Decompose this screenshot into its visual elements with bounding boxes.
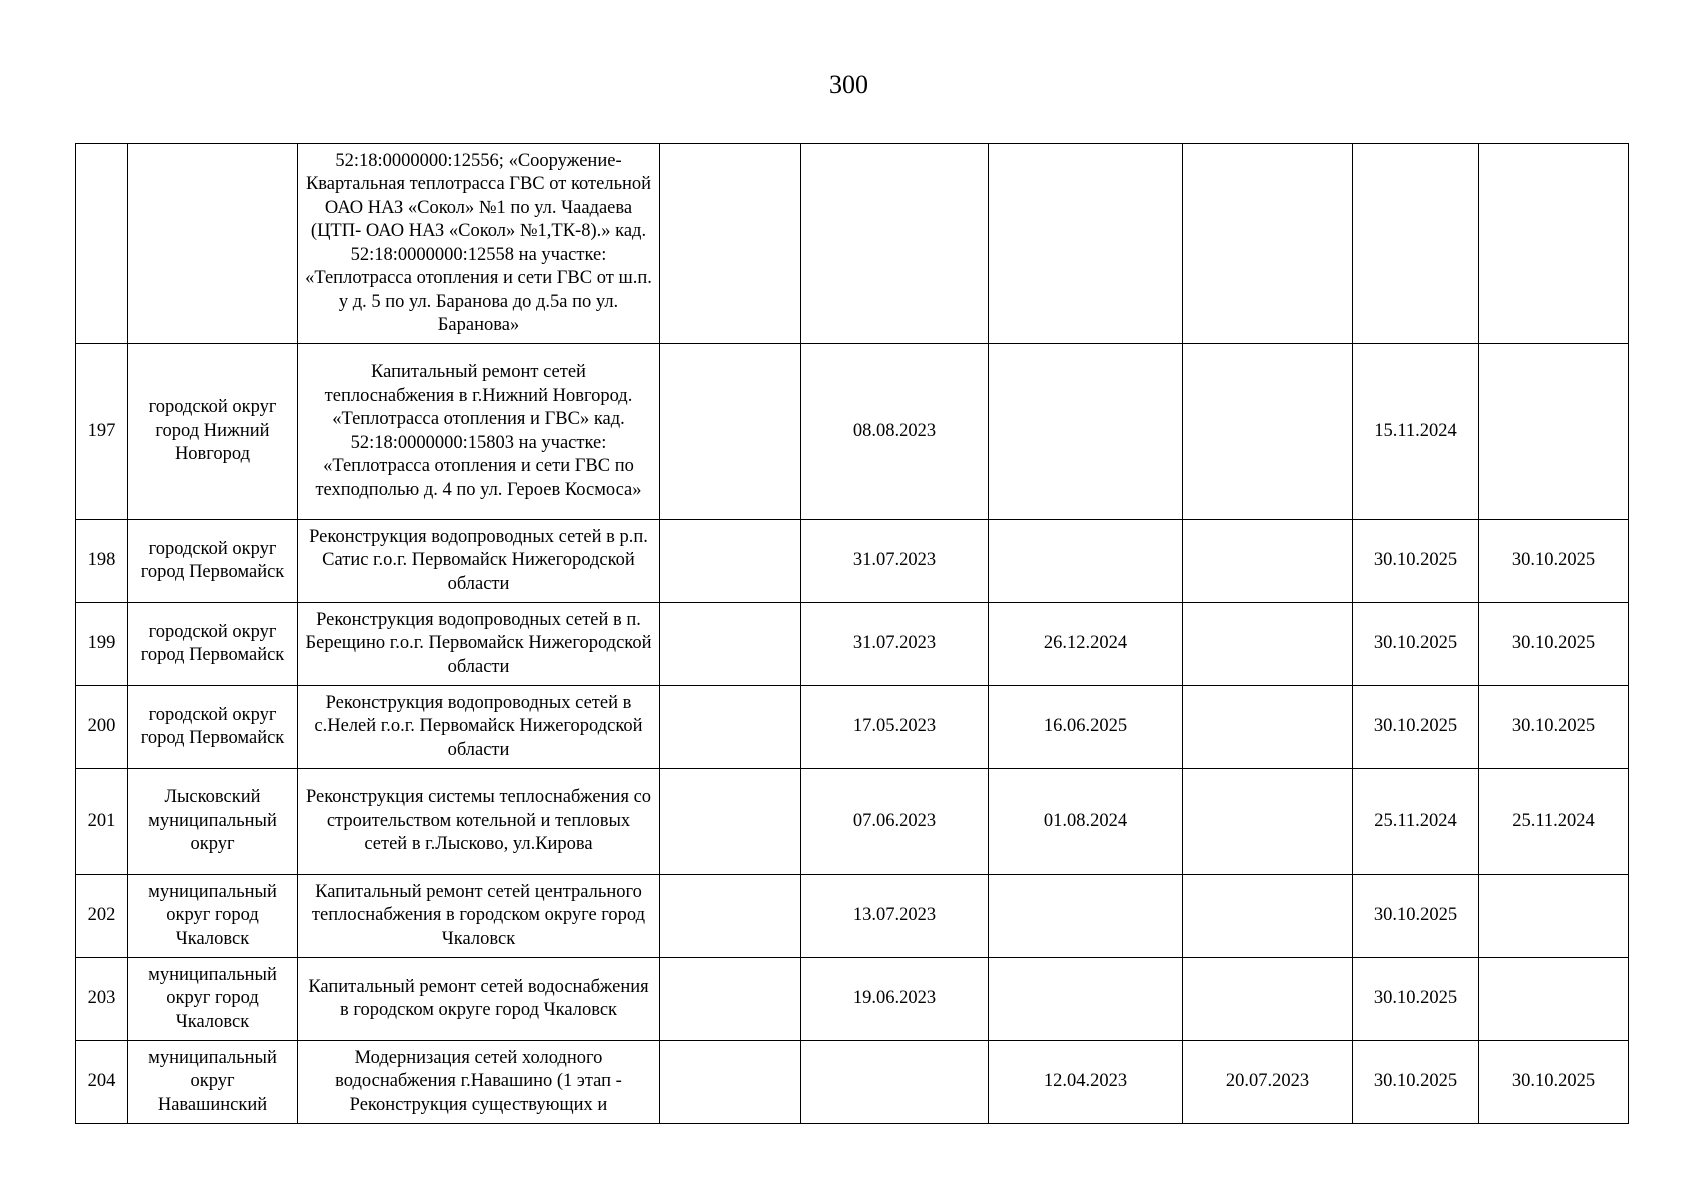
date-cell: 30.10.2025 <box>1479 686 1629 769</box>
description-cell: 52:18:0000000:12556; «Сооружение-Квартальная теплотрасса ГВС от котельной ОАО НАЗ «Сокол» №1 по ул. Чаадаева (ЦТП- ОАО НАЗ «Сокол» №1,ТК-8).» кад. 52:18:0000000:12558 на участке: «Теплотрасса отопления и сети ГВС от ш.п. у д. 5 по ул. Баранова до д.5а по ул. Баранова» <box>298 144 660 344</box>
date-cell <box>1183 603 1353 686</box>
page-number: 300 <box>829 70 868 99</box>
date-cell <box>1183 520 1353 603</box>
date-cell: 30.10.2025 <box>1479 1041 1629 1124</box>
row-number: 204 <box>76 1041 128 1124</box>
district-cell: городской округ город Первомайск <box>128 520 298 603</box>
date-cell <box>1479 344 1629 520</box>
date-cell: 19.06.2023 <box>801 958 989 1041</box>
description-cell: Реконструкция водопроводных сетей в с.Нелей г.о.г. Первомайск Нижегородской области <box>298 686 660 769</box>
date-cell <box>801 1041 989 1124</box>
date-cell <box>1479 875 1629 958</box>
date-cell: 20.07.2023 <box>1183 1041 1353 1124</box>
district-cell: муниципальный округ Навашинский <box>128 1041 298 1124</box>
date-cell: 25.11.2024 <box>1479 769 1629 875</box>
date-cell <box>989 144 1183 344</box>
date-cell <box>1183 875 1353 958</box>
date-cell <box>660 958 801 1041</box>
objects-table <box>75 143 1629 1124</box>
date-cell: 01.08.2024 <box>989 769 1183 875</box>
row-number: 200 <box>76 686 128 769</box>
table-row <box>76 686 1629 769</box>
description-cell: Модернизация сетей холодного водоснабжения г.Навашино (1 этап - Реконструкция существующих и <box>298 1041 660 1124</box>
district-cell: городской округ город Первомайск <box>128 686 298 769</box>
date-cell <box>660 603 801 686</box>
date-cell <box>1183 958 1353 1041</box>
table-row <box>76 520 1629 603</box>
date-cell: 30.10.2025 <box>1353 520 1479 603</box>
row-number: 197 <box>76 344 128 520</box>
district-cell: городской округ город Нижний Новгород <box>128 344 298 520</box>
description-cell: Реконструкция системы теплоснабжения со строительством котельной и тепловых сетей в г.Лысково, ул.Кирова <box>298 769 660 875</box>
date-cell <box>660 144 801 344</box>
table-row <box>76 1041 1629 1124</box>
date-cell: 17.05.2023 <box>801 686 989 769</box>
table-row <box>76 603 1629 686</box>
date-cell <box>660 769 801 875</box>
table-row <box>76 344 1629 520</box>
date-cell <box>660 520 801 603</box>
row-number: 203 <box>76 958 128 1041</box>
date-cell: 30.10.2025 <box>1479 520 1629 603</box>
description-cell: Капитальный ремонт сетей теплоснабжения в г.Нижний Новгород. «Теплотрасса отопления и ГВС» кад. 52:18:0000000:15803 на участке: «Теплотрасса отопления и сети ГВС по техподполью д. 4 по ул. Героев Космоса» <box>298 344 660 520</box>
date-cell <box>1353 144 1479 344</box>
date-cell: 30.10.2025 <box>1353 875 1479 958</box>
date-cell <box>1183 769 1353 875</box>
date-cell <box>989 344 1183 520</box>
date-cell: 30.10.2025 <box>1353 686 1479 769</box>
date-cell: 15.11.2024 <box>1353 344 1479 520</box>
date-cell <box>660 875 801 958</box>
table-row <box>76 769 1629 875</box>
date-cell: 25.11.2024 <box>1353 769 1479 875</box>
table-row <box>76 144 1629 344</box>
date-cell: 08.08.2023 <box>801 344 989 520</box>
description-cell: Капитальный ремонт сетей водоснабжения в городском округе город Чкаловск <box>298 958 660 1041</box>
date-cell <box>660 344 801 520</box>
date-cell: 12.04.2023 <box>989 1041 1183 1124</box>
date-cell <box>1479 958 1629 1041</box>
date-cell: 31.07.2023 <box>801 520 989 603</box>
description-cell: Капитальный ремонт сетей центрального теплоснабжения в городском округе город Чкаловск <box>298 875 660 958</box>
row-number: 202 <box>76 875 128 958</box>
table-row <box>76 875 1629 958</box>
date-cell: 13.07.2023 <box>801 875 989 958</box>
district-cell: городской округ город Первомайск <box>128 603 298 686</box>
district-cell: Лысковский муниципальный округ <box>128 769 298 875</box>
table-row <box>76 958 1629 1041</box>
date-cell: 07.06.2023 <box>801 769 989 875</box>
description-cell: Реконструкция водопроводных сетей в р.п. Сатис г.о.г. Первомайск Нижегородской области <box>298 520 660 603</box>
district-cell: муниципальный округ город Чкаловск <box>128 958 298 1041</box>
date-cell: 30.10.2025 <box>1479 603 1629 686</box>
date-cell: 31.07.2023 <box>801 603 989 686</box>
date-cell: 16.06.2025 <box>989 686 1183 769</box>
district-cell: муниципальный округ город Чкаловск <box>128 875 298 958</box>
row-number: 199 <box>76 603 128 686</box>
date-cell: 26.12.2024 <box>989 603 1183 686</box>
date-cell <box>660 686 801 769</box>
date-cell <box>801 144 989 344</box>
date-cell: 30.10.2025 <box>1353 958 1479 1041</box>
date-cell <box>1183 686 1353 769</box>
date-cell <box>1183 144 1353 344</box>
date-cell <box>989 520 1183 603</box>
date-cell <box>1183 344 1353 520</box>
district-cell <box>128 144 298 344</box>
row-number: 198 <box>76 520 128 603</box>
description-cell: Реконструкция водопроводных сетей в п. Берещино г.о.г. Первомайск Нижегородской области <box>298 603 660 686</box>
date-cell: 30.10.2025 <box>1353 603 1479 686</box>
row-number <box>76 144 128 344</box>
date-cell <box>660 1041 801 1124</box>
date-cell <box>1479 144 1629 344</box>
date-cell <box>989 958 1183 1041</box>
date-cell <box>989 875 1183 958</box>
row-number: 201 <box>76 769 128 875</box>
date-cell: 30.10.2025 <box>1353 1041 1479 1124</box>
